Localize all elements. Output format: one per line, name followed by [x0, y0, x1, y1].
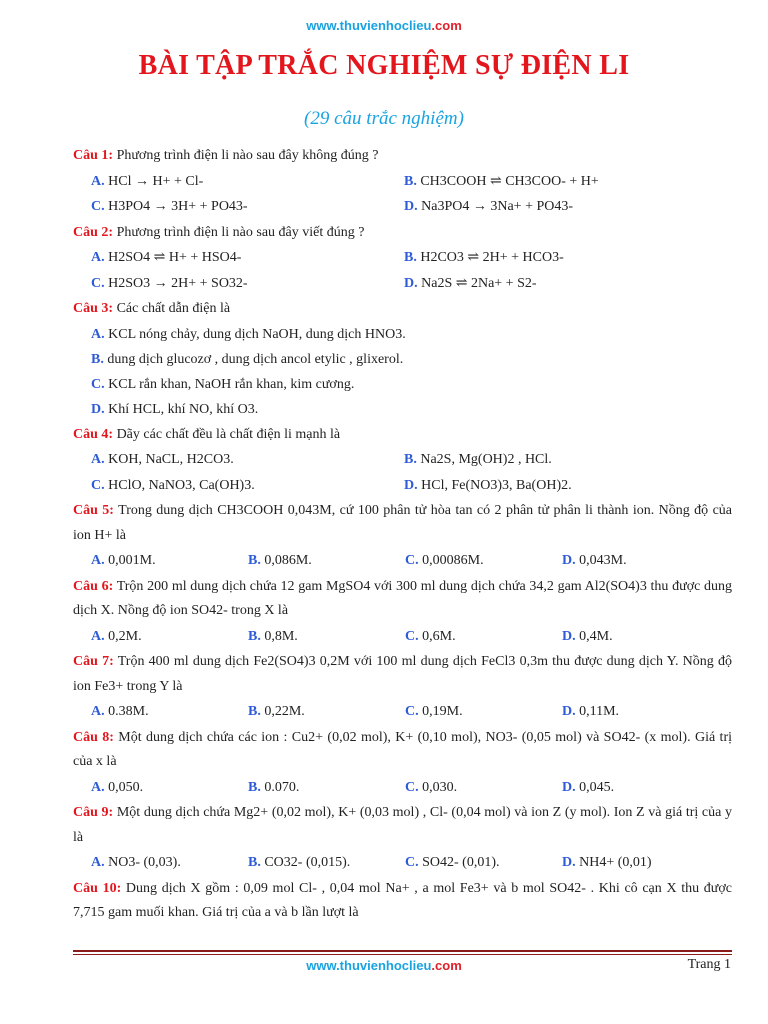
answer-option[interactable] [248, 699, 405, 725]
option-letter: C. [91, 376, 105, 392]
option-letter: D. [562, 628, 576, 644]
answer-option[interactable] [404, 245, 717, 271]
question-8 [73, 726, 732, 775]
header-site-link[interactable] [0, 18, 768, 33]
page-title: BÀI TẬP TRẮC NGHIỆM SỰ ĐIỆN LI [138, 50, 630, 81]
option-row [73, 699, 732, 725]
question-4 [73, 423, 732, 448]
answer-option[interactable] [405, 624, 562, 650]
footer-site-name: www.thuvienhoclieu [306, 958, 432, 973]
option-text: SO42- (0,01). [418, 855, 500, 870]
option-text: 0,050. [104, 779, 144, 795]
answer-option[interactable] [404, 447, 717, 473]
option-text: KCL nóng chảy, dung dịch NaOH, dung dịch HNO3. [104, 326, 406, 342]
question-label: Câu 4: [73, 426, 114, 442]
question-text: Một dung dịch chứa các ion : Cu2+ (0,02 mol), K+ (0,10 mol), NO3- (0,05 mol) và SO42- (x mol). Giá trị của x là [73, 729, 732, 769]
answer-option[interactable] [248, 624, 405, 650]
option-letter: D. [91, 401, 105, 417]
option-text: 0.070. [260, 779, 300, 795]
option-letter: B. [91, 351, 104, 367]
question-label: Câu 6: [73, 578, 114, 594]
option-letter: B. [248, 628, 261, 644]
question-text: Trộn 400 ml dung dịch Fe2(SO4)3 0,2M với 100 ml dung dịch FeCl3 0,3m thu được dung dịch Y. Nồng độ ion Fe3+ trong Y là [73, 654, 732, 694]
answer-option[interactable] [73, 397, 732, 422]
option-letter: A. [91, 326, 105, 342]
option-text: KOH, NaCL, H2CO3. [104, 452, 234, 467]
answer-option[interactable] [91, 169, 404, 195]
option-letter: B. [248, 855, 261, 870]
answer-option[interactable] [248, 548, 405, 574]
option-letter: A. [91, 553, 105, 568]
footer-divider-thin [73, 954, 732, 955]
question-text: Phương trình điện li nào sau đây không đúng ? [113, 148, 379, 163]
question-label: Câu 2: [73, 224, 114, 240]
option-text: CO32- (0,015). [260, 855, 351, 870]
option-letter: D. [404, 275, 418, 291]
footer-site-tld: .com [431, 958, 462, 973]
question-9 [73, 801, 732, 850]
answer-option[interactable] [91, 548, 248, 574]
question-label: Câu 5: [73, 503, 114, 518]
option-text: NO3- (0,03). [104, 855, 181, 870]
option-letter: C. [91, 477, 105, 493]
option-text: Na3PO4 → 3Na+ + PO43- [417, 199, 574, 214]
answer-option[interactable] [91, 699, 248, 725]
option-letter: D. [404, 477, 418, 493]
question-label: Câu 10: [73, 880, 122, 896]
option-text: Na2S, Mg(OH)2 , HCl. [416, 452, 552, 467]
option-text: H3PO4 → 3H+ + PO43- [104, 199, 248, 214]
option-text: 0,00086M. [418, 553, 484, 568]
answer-option[interactable] [404, 473, 717, 499]
option-text: KCL rắn khan, NaOH rắn khan, kim cương. [104, 376, 355, 392]
option-letter: A. [91, 173, 105, 189]
option-text: HCl, Fe(NO3)3, Ba(OH)2. [417, 477, 572, 493]
answer-option[interactable] [562, 624, 719, 650]
option-text: dung dịch glucozơ , dung dịch ancol etylic , glixerol. [103, 351, 404, 367]
question-1 [73, 144, 732, 169]
option-text: 0,11M. [575, 704, 620, 719]
option-text: HCl → H+ + Cl- [104, 173, 204, 189]
option-letter: D. [562, 779, 576, 795]
option-row [73, 194, 732, 220]
option-letter: D. [562, 855, 576, 870]
option-text: 0,8M. [260, 628, 298, 644]
option-row [73, 624, 732, 650]
option-letter: A. [91, 452, 105, 467]
option-text: 0,043M. [575, 553, 627, 568]
answer-option[interactable] [91, 850, 248, 876]
answer-option[interactable] [404, 194, 717, 220]
option-text: 0,001M. [104, 553, 156, 568]
question-list [73, 143, 732, 926]
question-label: Câu 1: [73, 148, 114, 163]
option-letter: B. [248, 553, 261, 568]
option-letter: B. [248, 704, 261, 719]
answer-option[interactable] [248, 775, 405, 801]
answer-option[interactable] [562, 850, 719, 876]
footer-divider [73, 950, 732, 952]
answer-option[interactable] [562, 548, 719, 574]
question-label: Câu 9: [73, 805, 114, 820]
answer-option[interactable] [91, 775, 248, 801]
option-row [73, 473, 732, 499]
answer-option[interactable] [405, 699, 562, 725]
option-text: CH3COOH ⇌ CH3COO- + H+ [416, 173, 599, 189]
answer-option[interactable] [91, 194, 404, 220]
answer-option[interactable] [405, 775, 562, 801]
option-text: Khí HCL, khí NO, khí O3. [104, 401, 259, 417]
option-letter: D. [404, 199, 418, 214]
answer-option[interactable] [562, 775, 719, 801]
option-letter: A. [91, 250, 105, 265]
question-3 [73, 297, 732, 322]
answer-option[interactable] [91, 245, 404, 271]
option-text: 0,22M. [260, 704, 305, 719]
option-letter: C. [405, 553, 419, 568]
answer-option[interactable] [73, 372, 732, 397]
option-letter: D. [562, 704, 576, 719]
answer-option[interactable] [73, 347, 732, 372]
answer-option[interactable] [248, 850, 405, 876]
option-text: NH4+ (0,01) [575, 855, 652, 870]
answer-option[interactable] [91, 447, 404, 473]
option-letter: A. [91, 855, 105, 870]
option-row [73, 548, 732, 574]
answer-option[interactable] [404, 271, 717, 297]
option-row [73, 271, 732, 297]
option-text: 0,2M. [104, 628, 142, 644]
answer-option[interactable] [562, 699, 719, 725]
question-label: Câu 7: [73, 654, 114, 669]
header-site-name: www.thuvienhoclieu [306, 18, 432, 33]
option-text: 0,030. [418, 779, 458, 795]
question-text: Dãy các chất đều là chất điện li mạnh là [113, 426, 341, 442]
option-letter: C. [405, 779, 419, 795]
option-letter: C. [91, 275, 105, 291]
page-subtitle: (29 câu trắc nghiệm) [304, 108, 464, 129]
option-row [73, 775, 732, 801]
option-letter: A. [91, 779, 105, 795]
option-row [73, 169, 732, 195]
answer-option[interactable] [405, 548, 562, 574]
question-2 [73, 221, 732, 246]
option-row [73, 850, 732, 876]
question-7 [73, 650, 732, 699]
option-letter: A. [91, 704, 105, 719]
option-text: 0,4M. [575, 628, 613, 644]
question-text: Trộn 200 ml dung dịch chứa 12 gam MgSO4 với 300 ml dung dịch chứa 34,2 gam Al2(SO4)3 thu được dung dịch X. Nồng độ ion SO42- trong X là [73, 578, 733, 618]
option-text: 0,086M. [260, 553, 312, 568]
header-site-tld: .com [431, 18, 462, 33]
answer-option[interactable] [91, 473, 404, 499]
question-text: Các chất dẫn điện là [113, 301, 231, 316]
option-letter: B. [248, 779, 261, 795]
question-text: Phương trình điện li nào sau đây viết đúng ? [113, 224, 365, 240]
question-5 [73, 499, 732, 548]
option-letter: C. [91, 199, 105, 214]
option-text: H2CO3 ⇌ 2H+ + HCO3- [416, 250, 564, 265]
answer-option[interactable] [91, 624, 248, 650]
option-letter: B. [404, 250, 417, 265]
option-letter: B. [404, 452, 417, 467]
question-text: Một dung dịch chứa Mg2+ (0,02 mol), K+ (0,03 mol) , Cl- (0,04 mol) và ion Z (y mol). Ion Z và giá trị của y là [73, 805, 732, 845]
option-text: HClO, NaNO3, Ca(OH)3. [104, 477, 255, 493]
option-text: 0,6M. [418, 628, 456, 644]
option-letter: C. [405, 628, 419, 644]
option-letter: D. [562, 553, 576, 568]
option-row [73, 447, 732, 473]
question-text: Dung dịch X gồm : 0,09 mol Cl- , 0,04 mol Na+ , a mol Fe3+ và b mol SO42- . Khi cô cạn X thu được 7,715 gam muối khan. Giá trị của a và b lần lượt là [73, 880, 732, 920]
option-text: H2SO3 → 2H+ + SO32- [104, 275, 248, 291]
option-text: 0,19M. [418, 704, 463, 719]
option-letter: C. [405, 704, 419, 719]
footer-site-link[interactable] [0, 958, 768, 973]
option-letter: B. [404, 173, 417, 189]
option-text: 0.38M. [104, 704, 149, 719]
question-text: Trong dung dịch CH3COOH 0,043M, cứ 100 phân tử hòa tan có 2 phân tử phân li thành ion. Nồng độ của ion H+ là [73, 503, 732, 543]
answer-option[interactable] [404, 169, 717, 195]
question-label: Câu 8: [73, 729, 114, 745]
page-number: Trang 1 [687, 957, 731, 972]
option-letter: A. [91, 628, 105, 644]
answer-option[interactable] [91, 271, 404, 297]
option-text: 0,045. [575, 779, 615, 795]
answer-option[interactable] [73, 322, 732, 347]
question-label: Câu 3: [73, 301, 114, 316]
option-letter: C. [405, 855, 419, 870]
option-text: Na2S ⇌ 2Na+ + S2- [417, 275, 537, 291]
question-10 [73, 877, 732, 926]
question-6 [73, 575, 732, 624]
option-row [73, 245, 732, 271]
answer-option[interactable] [405, 850, 562, 876]
option-text: H2SO4 ⇌ H+ + HSO4- [104, 250, 242, 265]
